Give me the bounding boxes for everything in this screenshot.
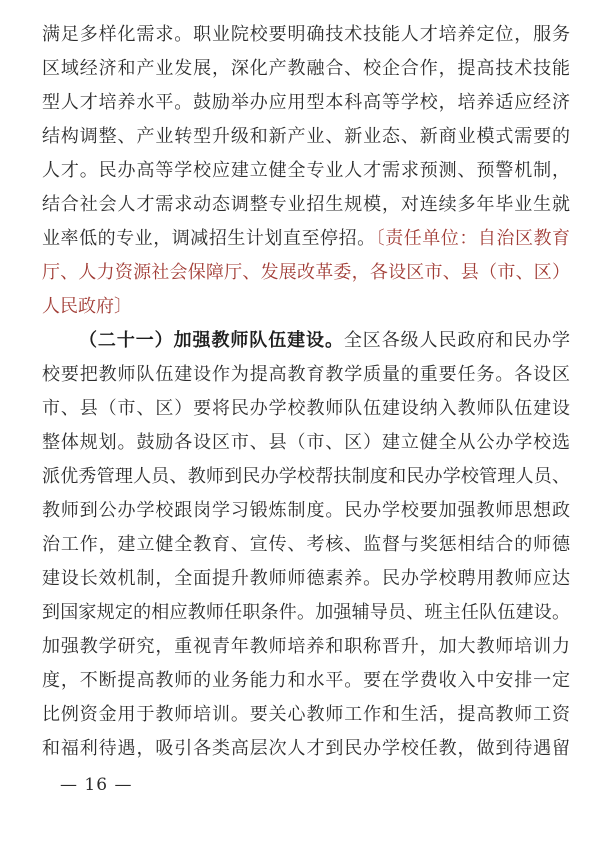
text-line [42,664,570,698]
section-heading: （二十一）加强教师队伍建设。 [79,330,344,351]
body-text: 校要把教师队伍建设作为提高教育教学质量的重要任务。各设区 [42,364,570,385]
body-text: 和福利待遇，吸引各类高层次人才到民办学校任教，做到待遇留 [42,738,570,759]
text-line [42,154,570,188]
body-text: 治工作，建立健全教育、宣传、考核、监督与奖惩相结合的师德 [42,534,570,555]
document-text [42,18,570,766]
body-text: 结构调整、产业转型升级和新产业、新业态、新商业模式需要的 [42,126,570,147]
body-text: 建设长效机制，全面提升教师师德素养。民办学校聘用教师应达 [42,568,570,589]
text-line [42,358,570,392]
text-line [42,256,570,290]
text-line [42,698,570,732]
responsibility-clause-text: 〔责任单位：自治区教育 [375,228,570,249]
body-text: 结合社会人才需求动态调整专业招生规模，对连续多年毕业生就 [42,194,570,215]
text-line [42,494,570,528]
text-line [42,222,570,256]
text-line [42,426,570,460]
body-text: 型人才培养水平。鼓励举办应用型本科高等学校，培养适应经济 [42,92,570,113]
responsibility-clause-text: 人民政府〕 [42,296,132,317]
body-text: 市、县（市、区）要将民办学校教师队伍建设纳入教师队伍建设 [42,398,570,419]
text-line [42,290,570,324]
responsibility-clause-text: 厅、人力资源社会保障厅、发展改革委，各设区市、县（市、区） [42,262,570,283]
text-line [42,528,570,562]
text-line [42,86,570,120]
body-text: 人才。民办高等学校应建立健全专业人才需求预测、预警机制， [42,160,570,181]
page-number: — 16 — [60,775,133,795]
text-line [42,188,570,222]
body-text: 满足多样化需求。职业院校要明确技术技能人才培养定位，服务 [42,24,570,45]
text-line [42,562,570,596]
body-text: 加强教学研究，重视青年教师培养和职称晋升，加大教师培训力 [42,636,570,657]
body-text: 业率低的专业，调减招生计划直至停招。 [42,228,376,249]
text-line [42,52,570,86]
body-text: 教师到公办学校跟岗学习锻炼制度。民办学校要加强教师思想政 [42,500,570,521]
text-line [42,18,570,52]
text-line [42,460,570,494]
text-line [42,630,570,664]
text-line [42,324,570,358]
body-text: 度，不断提高教师的业务能力和水平。要在学费收入中安排一定 [42,670,570,691]
body-text: 比例资金用于教师培训。要关心教师工作和生活，提高教师工资 [42,704,570,725]
text-line [42,392,570,426]
body-text: 整体规划。鼓励各设区市、县（市、区）建立健全从公办学校选 [42,432,570,453]
text-line [42,596,570,630]
body-text: 全区各级人民政府和民办学 [343,330,570,351]
body-text: 到国家规定的相应教师任职条件。加强辅导员、班主任队伍建设。 [42,602,570,623]
text-line [42,120,570,154]
page-footer [60,770,132,800]
body-text: 区域经济和产业发展，深化产教融合、校企合作，提高技术技能 [42,58,570,79]
text-line [42,732,570,766]
body-text: 派优秀管理人员、教师到民办学校帮扶制度和民办学校管理人员、 [42,466,570,487]
